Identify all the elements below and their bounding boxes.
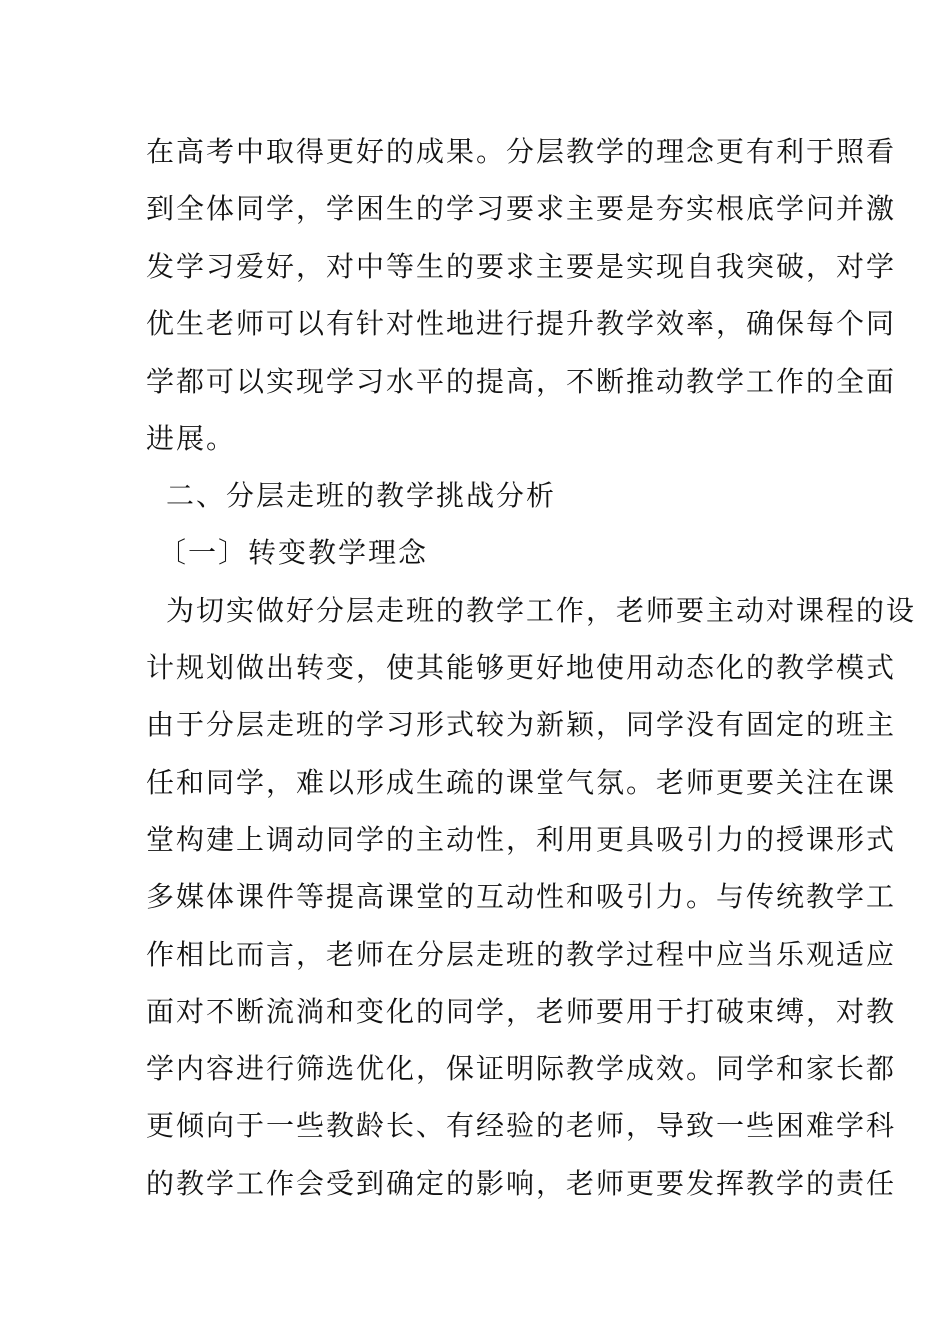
paragraph-line: 的教学工作会受到确定的影响，老师更要发挥教学的责任 <box>146 1167 897 1200</box>
paragraph-line: 学内容进行筛选优化，保证明际教学成效。同学和家长都 <box>146 1052 897 1085</box>
paragraph-line: 更倾向于一些教龄长、有经验的老师，导致一些困难学科 <box>146 1109 897 1142</box>
paragraph-line: 学都可以实现学习水平的提高，不断推动教学工作的全面 <box>146 365 897 398</box>
paragraph-line: 优生老师可以有针对性地进行提升教学效率，确保每个同 <box>146 307 897 340</box>
subsection-heading: 〔一〕转变教学理念 <box>158 536 429 569</box>
section-heading: 二、分层走班的教学挑战分析 <box>166 479 557 512</box>
paragraph-line: 计规划做出转变，使其能够更好地使用动态化的教学模式 <box>146 651 897 684</box>
paragraph-line: 为切实做好分层走班的教学工作，老师要主动对课程的设 <box>166 594 917 627</box>
paragraph-line: 进展。 <box>146 422 237 455</box>
paragraph-line: 任和同学，难以形成生疏的课堂气氛。老师更要关注在课 <box>146 766 897 799</box>
paragraph-line: 多媒体课件等提高课堂的互动性和吸引力。与传统教学工 <box>146 880 897 913</box>
paragraph-line: 在高考中取得更好的成果。分层教学的理念更有利于照看 <box>146 135 897 168</box>
paragraph-line: 面对不断流淌和变化的同学，老师要用于打破束缚，对教 <box>146 995 897 1028</box>
paragraph-line: 由于分层走班的学习形式较为新颖，同学没有固定的班主 <box>146 708 897 741</box>
paragraph-line: 堂构建上调动同学的主动性，利用更具吸引力的授课形式 <box>146 823 897 856</box>
paragraph-line: 到全体同学，学困生的学习要求主要是夯实根底学问并激 <box>146 192 897 225</box>
paragraph-line: 作相比而言，老师在分层走班的教学过程中应当乐观适应 <box>146 938 897 971</box>
paragraph-line: 发学习爱好，对中等生的要求主要是实现自我突破，对学 <box>146 250 897 283</box>
